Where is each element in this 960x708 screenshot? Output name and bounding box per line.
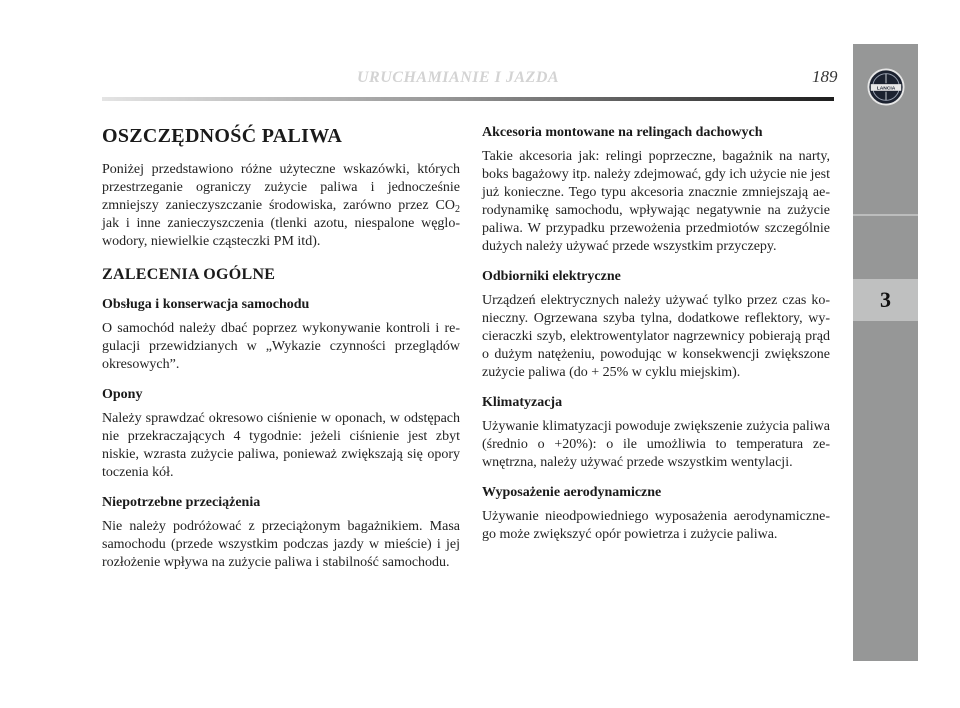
subsection-text: Takie akcesoria jak: relingi poprzeczne, bagażnik na narty, boks bagażowy itp. należy zdejmować, gdy ich użycie nie jest już konieczne. Tego typu akcesoria znacznie zmniejszają aerodynamikę samochodu, wpływając negatywnie na zużycie paliwa. W przypadku przewożenia przedmiotów szczególnie dużych należy używać przede wszystkim przyczepy.	[482, 149, 830, 254]
co2-subscript: 2	[455, 204, 460, 215]
subsection-heading: Klimatyzacja	[482, 395, 563, 410]
section-header-title: URUCHAMIANIE I JAZDA	[357, 69, 560, 86]
subsection-text: Używanie klimatyzacji powoduje zwiększenie zużycia paliwa (średnio o +20%): o ile umożliwia to temperatura zewnętrzna, należy używać przede wszystkim wentylacji.	[482, 419, 830, 470]
subsection-text: Należy sprawdzać okresowo ciśnienie w oponach, w odstępach nie przekraczających 4 tygodnie: jeżeli ciśnienie jest zbyt niskie, wzrasta zużycie paliwa, ponieważ zwiększają się opory toczenia kół.	[102, 411, 460, 480]
right-column	[482, 114, 830, 544]
lancia-badge-icon	[867, 68, 905, 106]
subsection-heading: Obsługa i konserwacja samochodu	[102, 297, 310, 312]
subsection-heading: Niepotrzebne przeciążenia	[102, 495, 261, 510]
subsection-text: Urządzeń elektrycznych należy używać tylko przez czas konieczny. Ogrzewana szyba tylna, dodatkowe reflektory, wycieraczki szyb, elektrowentylator nagrzewnicy pobierają prąd o dużym natężeniu, powodując w konsekwencji zwiększone zużycie paliwa (do + 25% w cyklu miejskim).	[482, 293, 830, 380]
chapter-side-tab	[853, 44, 918, 661]
subsection-heading: Opony	[102, 387, 143, 402]
subsection-text: O samochód należy dbać poprzez wykonywanie kontroli i regulacji przewidzianych w „Wykazie czynności przeglądów okresowych”.	[102, 321, 460, 372]
tab-divider	[853, 214, 918, 216]
subsection-text: Używanie nieodpowiedniego wyposażenia aerodynamicznego może zwiększyć opór powietrza i zużycie paliwa.	[482, 509, 830, 542]
left-column	[102, 114, 460, 572]
subsection-heading: Akcesoria montowane na relingach dachowych	[482, 125, 763, 140]
page-number: 189	[812, 67, 838, 86]
subsection-heading: Odbiorniki elektryczne	[482, 269, 621, 284]
logo-text: LANCIA	[876, 86, 896, 92]
section-title: OSZCZĘDNOŚĆ PALIWA	[102, 125, 343, 147]
subsection-heading: Wyposażenie aerodynamiczne	[482, 485, 662, 500]
chapter-number-tab: 3	[853, 279, 918, 321]
header-divider	[102, 97, 834, 101]
subsection-text: Nie należy podróżować z przeciążonym bagażnikiem. Masa samochodu (przede wszystkim podczas jazdy w mieście) i jej rozłożenie wpływa na zużycie paliwa i stabilność samochodu.	[102, 519, 460, 570]
general-recommendations-heading: ZALECENIA OGÓLNE	[102, 266, 276, 283]
intro-paragraph: Poniżej przedstawiono różne użyteczne wskazówki, których przestrzeganie ograniczy zużycie paliwa i jednocześnie zmniejszy zanieczyszczanie środowiska, zarówno przez $CO_2$ jak i inne zanieczyszczenia (tlenki azotu, niespalone węglowodory, niewielkie cząsteczki PM itd).	[102, 162, 460, 249]
